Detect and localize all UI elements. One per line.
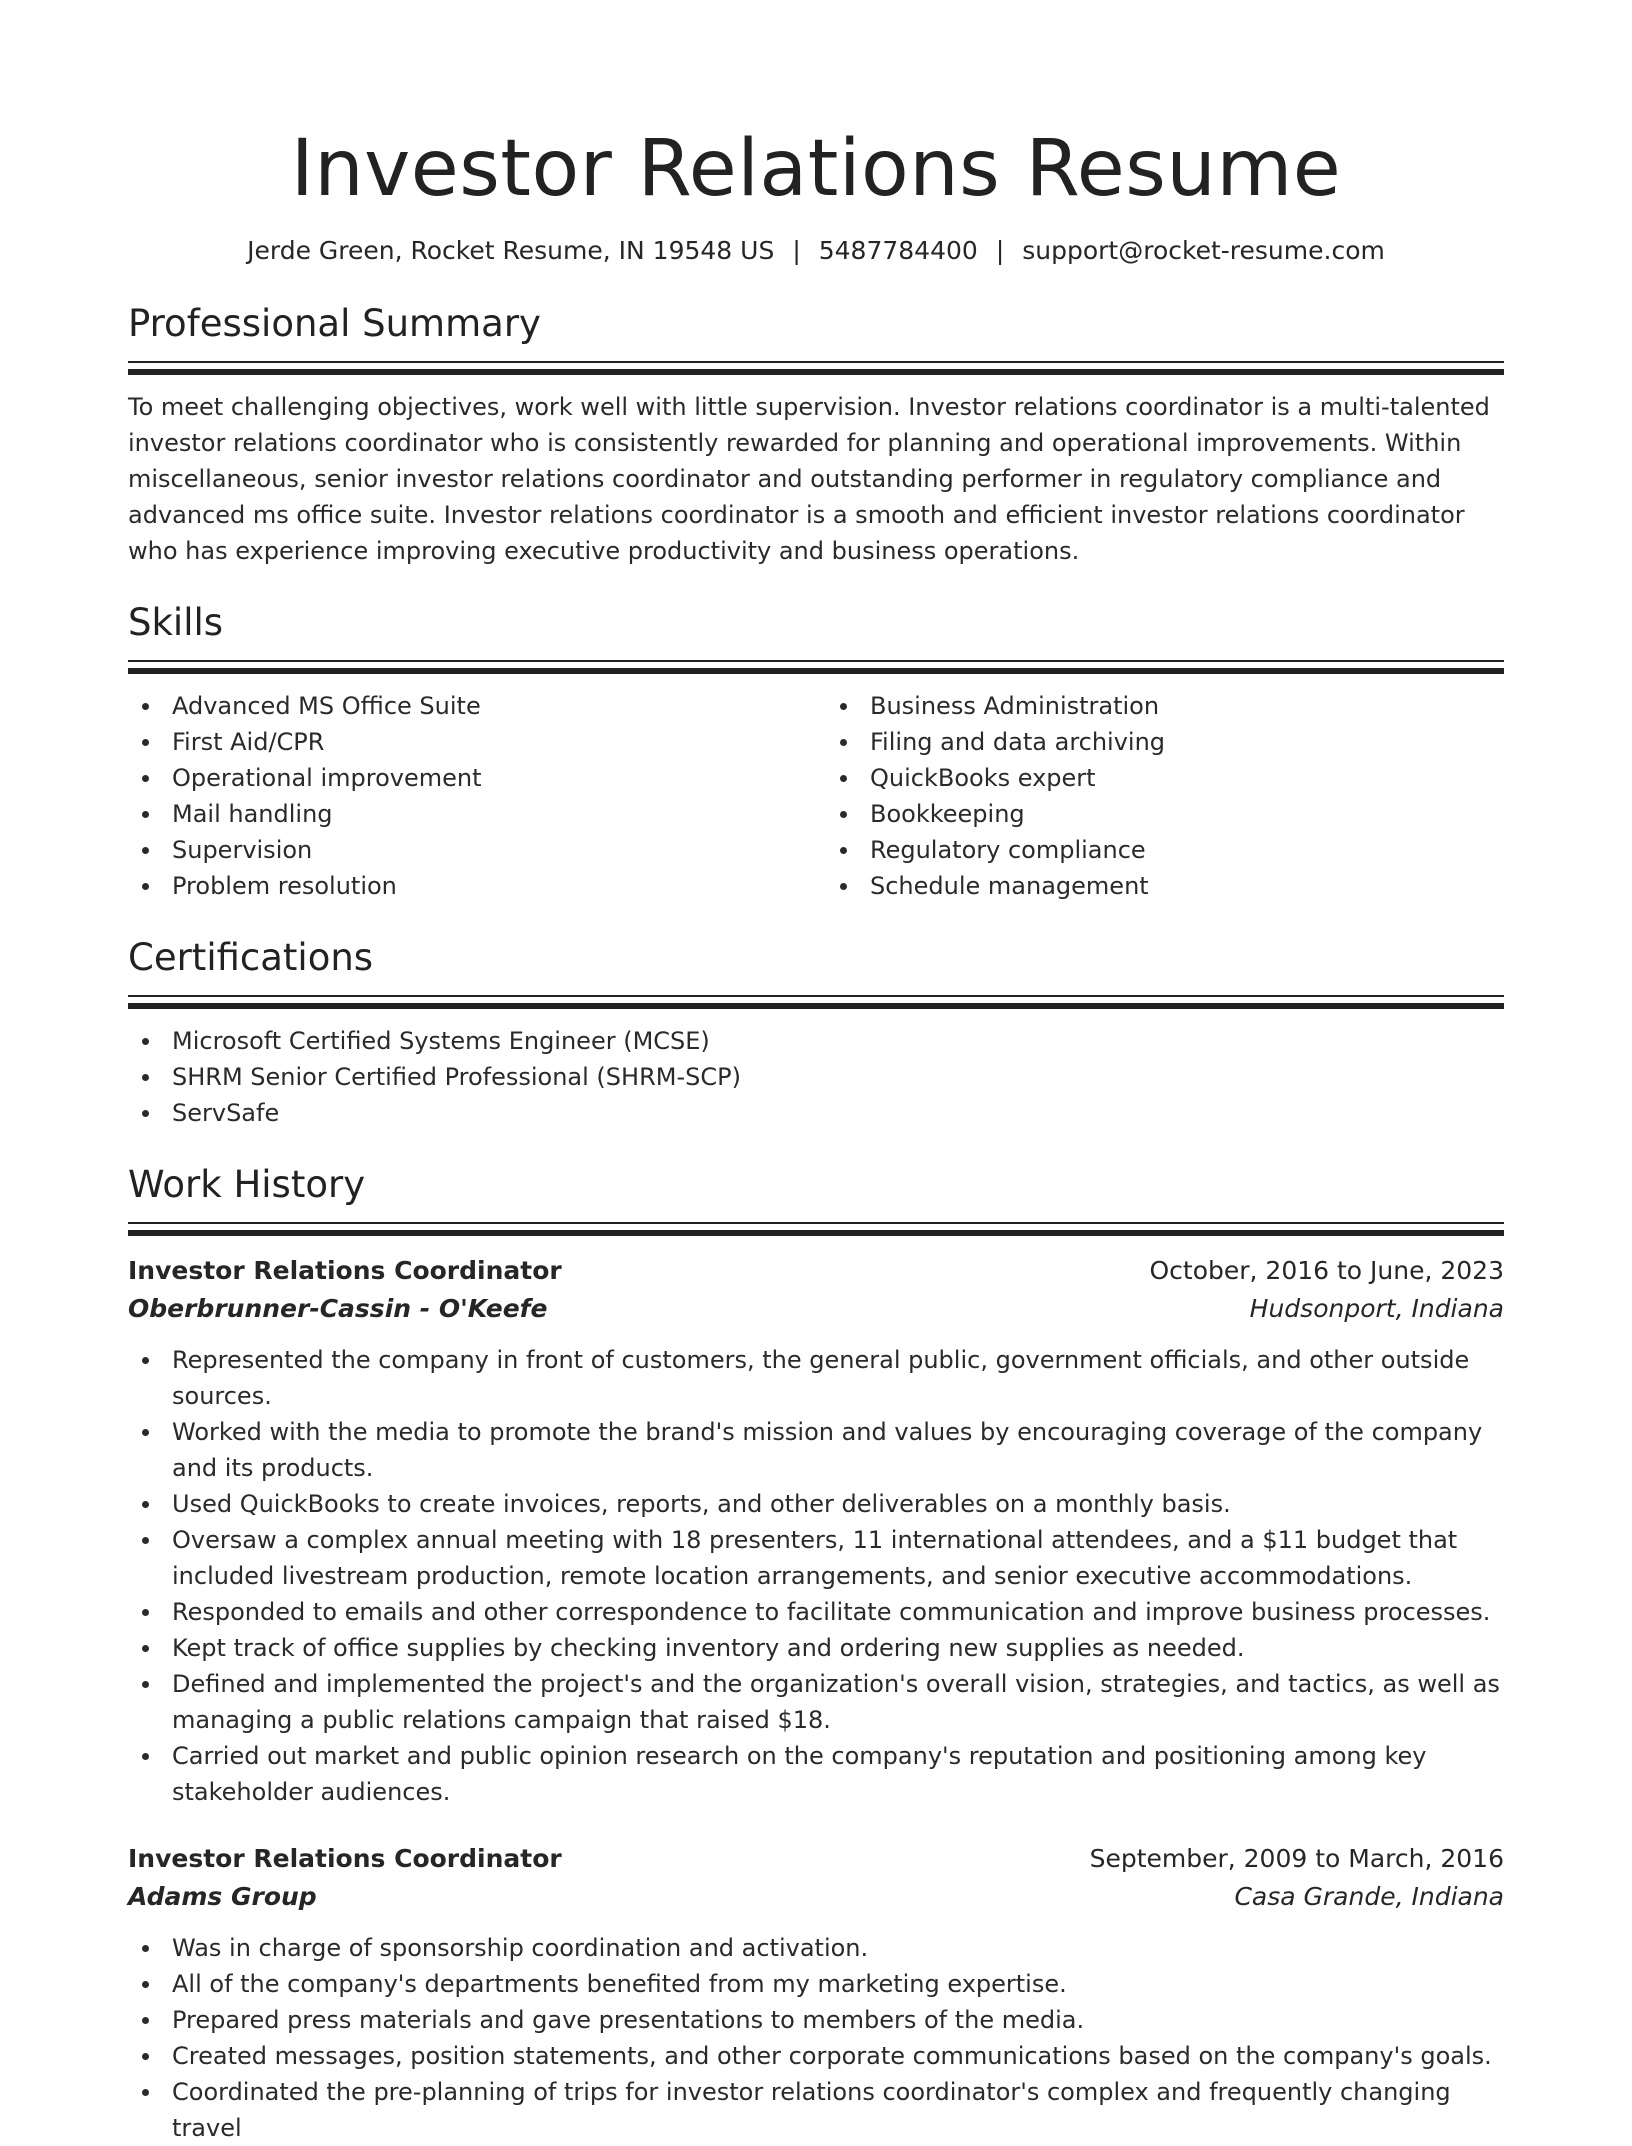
job-subheader (128, 1878, 1504, 1916)
job-bullets (128, 1342, 1504, 1810)
skill-item: QuickBooks expert (826, 760, 1504, 796)
job-bullet: Was in charge of sponsorship coordination and activation. (128, 1930, 1504, 1966)
skill-item: Regulatory compliance (826, 832, 1504, 868)
skills-list-left (128, 688, 806, 904)
section-heading-work-history: Work History (128, 1163, 366, 1206)
job-bullet: Worked with the media to promote the brand's mission and values by encouraging coverage of the company and its products. (128, 1414, 1504, 1486)
job-bullet: Used QuickBooks to create invoices, reports, and other deliverables on a monthly basis. (128, 1486, 1504, 1522)
work-history-section (128, 1161, 1504, 2146)
job-bullet: Represented the company in front of customers, the general public, government officials, and other outside sources. (128, 1342, 1504, 1414)
section-divider (128, 1222, 1504, 1236)
contact-line (128, 234, 1504, 268)
skill-item: Business Administration (826, 688, 1504, 724)
contact-separator: | (792, 236, 801, 265)
section-divider (128, 361, 1504, 375)
skill-item: Mail handling (128, 796, 806, 832)
skill-item: First Aid/CPR (128, 724, 806, 760)
job-bullet: All of the company's departments benefited from my marketing expertise. (128, 1966, 1504, 2002)
skills-list-right (826, 688, 1504, 904)
section-heading-skills: Skills (128, 601, 224, 644)
job-header (128, 1252, 1504, 1290)
job-bullet: Responded to emails and other correspondence to facilitate communication and improve business processes. (128, 1594, 1504, 1630)
section-divider (128, 660, 1504, 674)
job-entry (128, 1840, 1504, 2146)
job-bullets (128, 1930, 1504, 2146)
job-bullet: Oversaw a complex annual meeting with 18 presenters, 11 international attendees, and a $11 budget that included livestream production, remote location arrangements, and senior executive accommodations. (128, 1522, 1504, 1594)
job-bullet: Defined and implemented the project's and the organization's overall vision, strategies, and tactics, as well as managing a public relations campaign that raised $18. (128, 1666, 1504, 1738)
section-divider (128, 995, 1504, 1009)
contact-phone: 5487784400 (818, 236, 978, 265)
job-bullet: Prepared press materials and gave presentations to members of the media. (128, 2002, 1504, 2038)
skills-grid (128, 688, 1504, 904)
skill-item: Advanced MS Office Suite (128, 688, 806, 724)
skill-item: Filing and data archiving (826, 724, 1504, 760)
job-location: Casa Grande, Indiana (1234, 1882, 1504, 1911)
skill-item: Problem resolution (128, 868, 806, 904)
job-dates: September, 2009 to March, 2016 (1089, 1844, 1504, 1873)
job-bullet: Carried out market and public opinion research on the company's reputation and positioning among key stakeholder audiences. (128, 1738, 1504, 1810)
skill-item: Bookkeeping (826, 796, 1504, 832)
job-header (128, 1840, 1504, 1878)
job-dates: October, 2016 to June, 2023 (1149, 1256, 1504, 1285)
skill-item: Schedule management (826, 868, 1504, 904)
job-bullet: Created messages, position statements, and other corporate communications based on the company's goals. (128, 2038, 1504, 2074)
certifications-list (128, 1023, 1504, 1131)
job-subheader (128, 1290, 1504, 1328)
resume-title: Investor Relations Resume (290, 124, 1342, 214)
contact-email: support@rocket-resume.com (1022, 236, 1385, 265)
skill-item: Operational improvement (128, 760, 806, 796)
certification-item: ServSafe (128, 1095, 1504, 1131)
job-title: Investor Relations Coordinator (128, 1256, 562, 1285)
job-company: Oberbrunner-Cassin - O'Keefe (128, 1294, 548, 1323)
job-location: Hudsonport, Indiana (1249, 1294, 1504, 1323)
certification-item: Microsoft Certified Systems Engineer (MCSE) (128, 1023, 1504, 1059)
resume-page (128, 0, 1504, 2146)
skill-item: Supervision (128, 832, 806, 868)
job-title: Investor Relations Coordinator (128, 1844, 562, 1873)
section-heading-summary: Professional Summary (128, 302, 541, 345)
job-company: Adams Group (128, 1882, 317, 1911)
job-bullet: Kept track of office supplies by checking inventory and ordering new supplies as needed. (128, 1630, 1504, 1666)
skills-section (128, 599, 1504, 904)
section-heading-certifications: Certifications (128, 936, 374, 979)
contact-separator: | (995, 236, 1005, 265)
job-entry (128, 1252, 1504, 1810)
certifications-section (128, 934, 1504, 1131)
job-bullet: Coordinated the pre-planning of trips for investor relations coordinator's complex and frequently changing travel (128, 2074, 1504, 2146)
professional-summary-section (128, 300, 1504, 569)
contact-address: Jerde Green, Rocket Resume, IN 19548 US (247, 236, 775, 265)
certification-item: SHRM Senior Certified Professional (SHRM-SCP) (128, 1059, 1504, 1095)
summary-text: To meet challenging objectives, work well with little supervision. Investor relations coordinator is a multi-talented investor relations coordinator who is consistently rewarded for planning and operational improvements. Within miscellaneous, senior investor relations coordinator and outstanding performer in regulatory compliance and advanced ms office suite. Investor relations coordinator is a smooth and efficient investor relations coordinator who has experience improving executive productivity and business operations. (128, 393, 1490, 565)
